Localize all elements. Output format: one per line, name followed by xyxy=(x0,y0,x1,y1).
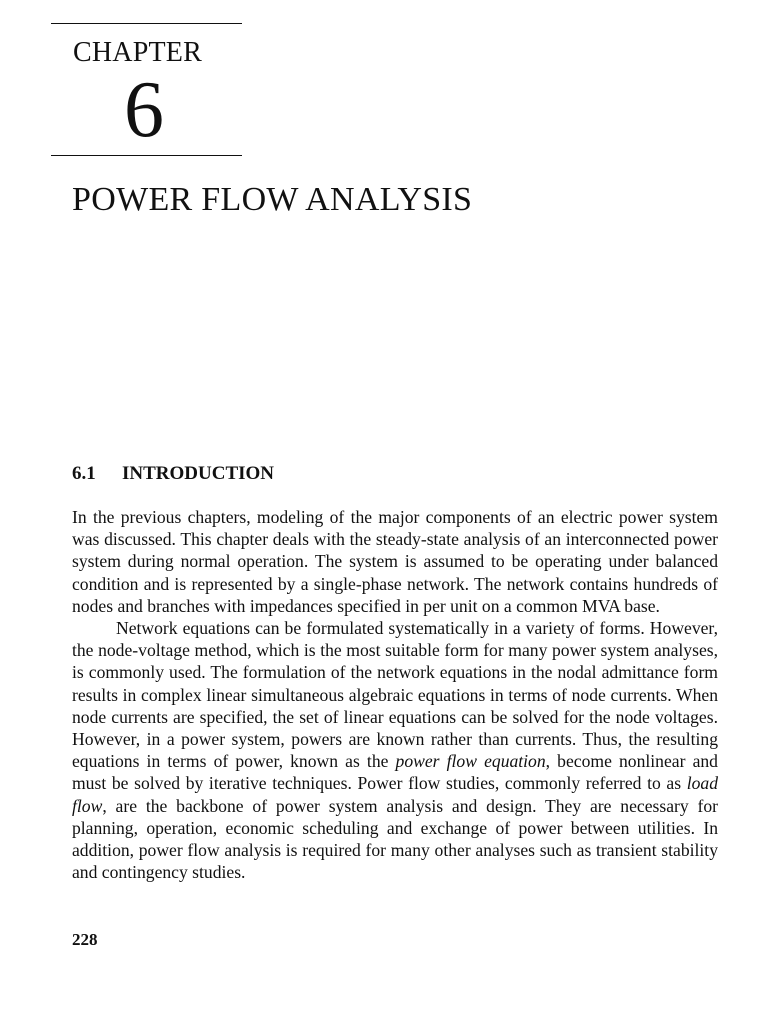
paragraph-2-part-3: , are the backbone of power system analysis and design. They are necessary for planning, operation, economic scheduling and exchange of power between utilities. In addition, power flow analysis is required for many other analyses such as transient stability and contingency studies. xyxy=(72,795,718,883)
term-power-flow-equation: power flow equation xyxy=(395,751,546,772)
section-heading xyxy=(72,464,274,483)
chapter-top-rule xyxy=(51,23,242,24)
chapter-title: POWER FLOW ANALYSIS xyxy=(72,181,473,218)
term-load-flow: load flow xyxy=(72,773,718,816)
chapter-bottom-rule xyxy=(51,155,242,156)
paragraph-2-part-1: Network equations can be formulated systematically in a variety of forms. However, the node-voltage method, which is the most suitable form for many power system analyses, is commonly used. The formulation of the network equations in the nodal admittance form results in complex linear simultaneous algebraic equations in terms of node currents. When node currents are specified, the set of linear equations can be solved for the node voltages. However, in a power system, powers are known rather than currents. Thus, the resulting equations in terms of power, known as the xyxy=(72,618,718,772)
chapter-number: 6 xyxy=(124,66,164,154)
body-text xyxy=(72,506,718,883)
paragraph-2-part-2: , become nonlinear and must be solved by iterative techniques. Power flow studies, commonly referred to as xyxy=(72,751,718,794)
page-number: 228 xyxy=(72,930,98,949)
paragraph-2 xyxy=(72,617,718,883)
chapter-label: CHAPTER xyxy=(73,37,202,68)
section-number: 6.1 xyxy=(72,463,96,484)
section-title: INTRODUCTION xyxy=(122,463,275,484)
paragraph-1: In the previous chapters, modeling of the major components of an electric power system was discussed. This chapter deals with the steady-state analysis of an interconnected power system during normal operation. The system is assumed to be operating under balanced condition and is represented by a single-phase network. The network contains hundreds of nodes and branches with impedances specified in per unit on a common MVA base. xyxy=(72,507,718,616)
